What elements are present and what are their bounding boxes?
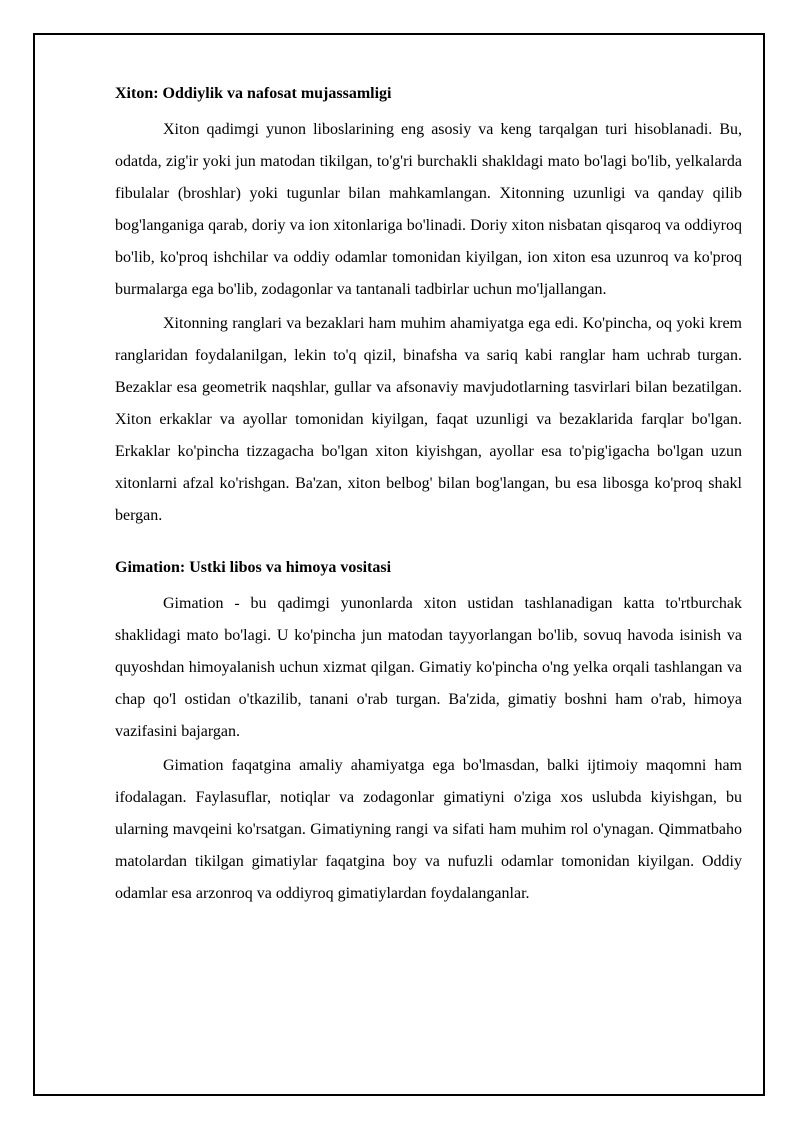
section-xiton	[115, 84, 742, 532]
paragraph: Gimation - bu qadimgi yunonlarda xiton ustidan tashlanadigan katta to'rtburchak shaklidagi mato bo'lagi. U ko'pincha jun matodan tayyorlangan bo'lib, sovuq havoda isinish va quyoshdan himoyalanish uchun xizmat qilgan. Gimatiy ko'pincha o'ng yelka orqali tashlangan va chap qo'l ostidan o'tkazilib, tanani o'rab turgan. Ba'zida, gimatiy boshni ham o'rab, himoya vazifasini bajargan.	[115, 595, 742, 740]
paragraph: Gimation faqatgina amaliy ahamiyatga ega bo'lmasdan, balki ijtimoiy maqomni ham ifodalagan. Faylasuflar, notiqlar va zodagonlar gimatiyni o'ziga xos uslubda kiyishgan, bu ularning mavqeini ko'rsatgan. Gimatiyning rangi va sifati ham muhim rol o'ynagan. Qimmatbaho matolardan tikilgan gimatiylar faqatgina boy va nufuzli odamlar tomonidan kiyilgan. Oddiy odamlar esa arzonroq va oddiyroq gimatiylardan foydalanganlar.	[115, 757, 742, 902]
paragraph: Xitonning ranglari va bezaklari ham muhim ahamiyatga ega edi. Ko'pincha, oq yoki krem ranglaridan foydalanilgan, lekin to'q qizil, binafsha va sariq kabi ranglar ham uchrab turgan. Bezaklar esa geometrik naqshlar, gullar va afsonaviy mavjudotlarning tasvirlari bilan bezatilgan. Xiton erkaklar va ayollar tomonidan kiyilgan, faqat uzunligi va bezaklarida farqlar bo'lgan. Erkaklar ko'pincha tizzagacha bo'lgan xiton kiyishgan, ayollar esa to'pig'igacha bo'lgan uzun xitonlarni afzal ko'rishgan. Ba'zan, xiton belbog' bilan bog'langan, bu esa libosga ko'proq shakl bergan.	[115, 315, 742, 524]
document-body	[115, 84, 742, 912]
section-gimation	[115, 558, 742, 910]
section-heading: Gimation: Ustki libos va himoya vositasi	[115, 559, 392, 576]
section-heading: Xiton: Oddiylik va nafosat mujassamligi	[115, 85, 392, 102]
paragraph: Xiton qadimgi yunon liboslarining eng asosiy va keng tarqalgan turi hisoblanadi. Bu, odatda, zig'ir yoki jun matodan tikilgan, to'g'ri burchakli shakldagi mato bo'lagi bo'lib, yelkalarda fibulalar (broshlar) yoki tugunlar bilan mahkamlangan. Xitonning uzunligi va qanday qilib bog'langaniga qarab, doriy va ion xitonlariga bo'linadi. Doriy xiton nisbatan qisqaroq va oddiyroq bo'lib, ko'proq ishchilar va oddiy odamlar tomonidan kiyilgan, ion xiton esa uzunroq va ko'proq burmalarga ega bo'lib, zodagonlar va tantanali tadbirlar uchun mo'ljallangan.	[115, 121, 742, 298]
